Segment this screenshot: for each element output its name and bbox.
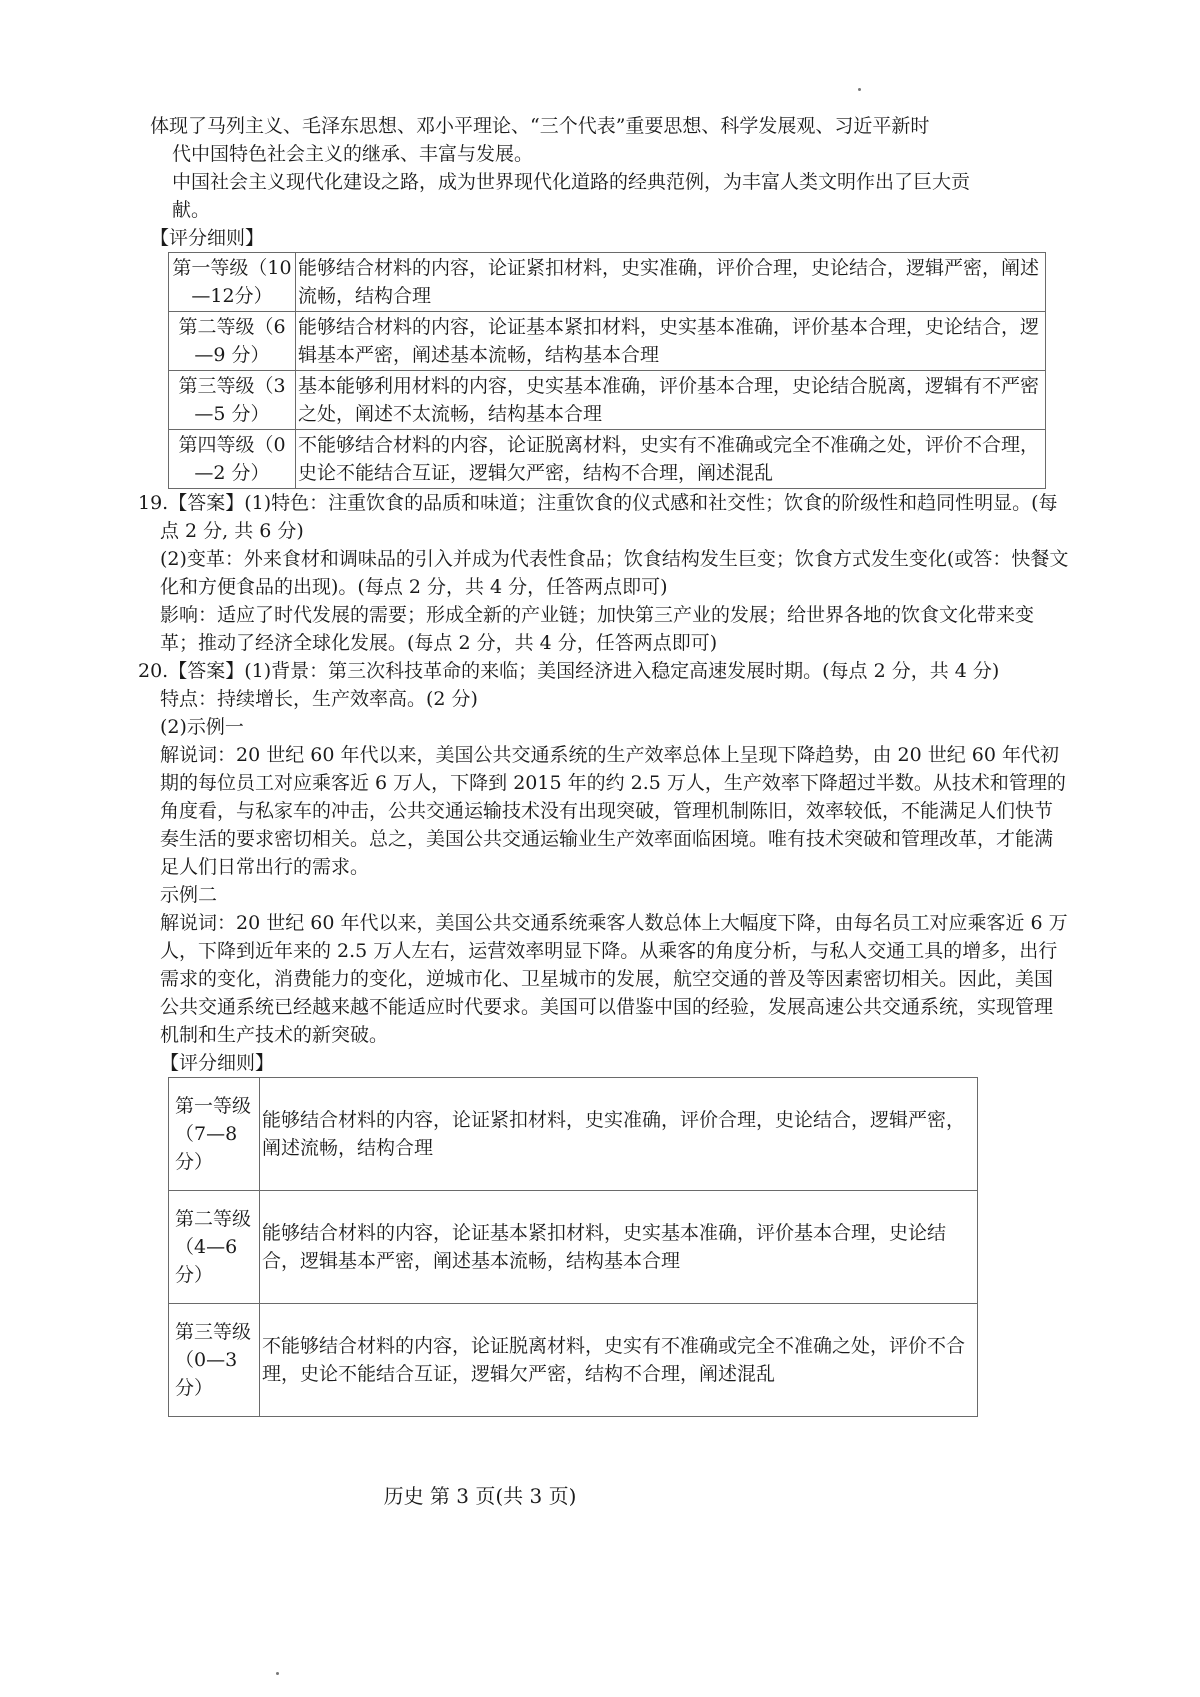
table-row (169, 1191, 978, 1304)
rubric-table-q18 (168, 252, 1046, 489)
rubric-heading: 【评分细则】 (150, 227, 265, 249)
rubric-level: 第一等级（7—8分） (169, 1078, 260, 1191)
q20-features: 特点：持续增长，生产效率高。(2 分) (160, 688, 478, 710)
q20-answer-part1: 20.【答案】(1)背景：第三次科技革命的来临；美国经济进入稳定高速发展时期。(每点 2 分，共 4 分) (138, 660, 1000, 682)
rubric-level: 第一等级（10—12分） (169, 253, 296, 312)
scan-speck (276, 1672, 279, 1675)
rubric-description: 能够结合材料的内容，论证紧扣材料，史实准确，评价合理，史论结合，逻辑严密，阐述流畅，结构合理 (296, 253, 1046, 312)
table-row (169, 430, 1046, 489)
page-footer: 历史 第 3 页(共 3 页) (383, 1484, 577, 1508)
rubric-description: 不能够结合材料的内容，论证脱离材料，史实有不准确或完全不准确之处，评价不合理，史论不能结合互证，逻辑欠严密，结构不合理，阐述混乱 (260, 1304, 978, 1417)
intro-conclusion: 中国社会主义现代化建设之路，成为世界现代化道路的经典范例，为丰富人类文明作出了巨大贡献。 (172, 171, 971, 221)
q20-example1-text: 解说词：20 世纪 60 年代以来，美国公共交通系统的生产效率总体上呈现下降趋势，由 20 世纪 60 年代初期的每位员工对应乘客近 6 万人，下降到 2015 年的约 2.5 万人，生产效率下降超过半数。从技术和管理的角度看，与私家车的冲击，公共交通运输技术没有出现突破，管理机制陈旧，效率较低，不能满足人们快节奏生活的要求密切相关。总之，美国公共交通运输业生产效率面临困境。唯有技术突破和管理改革，才能满足人们日常出行的需求。 (160, 744, 1066, 878)
rubric-level: 第三等级（3—5 分） (169, 371, 296, 430)
intro-line: 体现了马列主义、毛泽东思想、邓小平理论、“三个代表”重要思想、科学发展观、习近平新时 (150, 115, 930, 137)
rubric-table-q20 (168, 1077, 978, 1417)
q19-answer-part2: (2)变革：外来食材和调味品的引入并成为代表性食品；饮食结构发生巨变；饮食方式发生变化(或答：快餐文化和方便食品的出现)。(每点 2 分，共 4 分，任答两点即可) (160, 548, 1069, 598)
intro-line: 代中国特色社会主义的继承、丰富与发展。 (172, 143, 534, 165)
table-row (169, 1078, 978, 1191)
rubric-description: 基本能够利用材料的内容，史实基本准确，评价基本合理，史论结合脱离，逻辑有不严密之处，阐述不太流畅，结构基本合理 (296, 371, 1046, 430)
q20-example2-label: 示例二 (160, 884, 218, 906)
rubric-level: 第二等级（6—9 分） (169, 312, 296, 371)
rubric-description: 能够结合材料的内容，论证基本紧扣材料，史实基本准确，评价基本合理，史论结合，逻辑基本严密，阐述基本流畅，结构基本合理 (260, 1191, 978, 1304)
q20-example2-text: 解说词：20 世纪 60 年代以来，美国公共交通系统乘客人数总体上大幅度下降，由每名员工对应乘客近 6 万人，下降到近年来的 2.5 万人左右，运营效率明显下降。从乘客的角度分析，与私人交通工具的增多，出行需求的变化，消费能力的变化，逆城市化、卫星城市的发展，航空交通的普及等因素密切相关。因此，美国公共交通系统已经越来越不能适应时代要求。美国可以借鉴中国的经验，发展高速公共交通系统，实现管理机制和生产技术的新突破。 (160, 912, 1068, 1046)
rubric-description: 能够结合材料的内容，论证基本紧扣材料，史实基本准确，评价基本合理，史论结合，逻辑基本严密，阐述基本流畅，结构基本合理 (296, 312, 1046, 371)
table-row (169, 312, 1046, 371)
scan-speck (858, 88, 861, 91)
rubric-heading: 【评分细则】 (160, 1052, 275, 1074)
rubric-level: 第三等级（0—3分） (169, 1304, 260, 1417)
page-content (138, 112, 1070, 1417)
q19-answer-part1: 19.【答案】(1)特色：注重饮食的品质和味道；注重饮食的仪式感和社交性；饮食的阶级性和趋同性明显。(每点 2 分, 共 6 分) (138, 492, 1058, 542)
rubric-description: 能够结合材料的内容，论证紧扣材料，史实准确，评价合理，史论结合，逻辑严密，阐述流畅，结构合理 (260, 1078, 978, 1191)
rubric-level: 第四等级（0—2 分） (169, 430, 296, 489)
table-row (169, 1304, 978, 1417)
q20-example1-label: (2)示例一 (160, 716, 244, 738)
table-row (169, 371, 1046, 430)
table-row (169, 253, 1046, 312)
rubric-description: 不能够结合材料的内容，论证脱离材料，史实有不准确或完全不准确之处，评价不合理，史论不能结合互证，逻辑欠严密，结构不合理，阐述混乱 (296, 430, 1046, 489)
q19-answer-impact: 影响：适应了时代发展的需要；形成全新的产业链；加快第三产业的发展；给世界各地的饮食文化带来变革；推动了经济全球化发展。(每点 2 分，共 4 分，任答两点即可) (160, 604, 1035, 654)
rubric-level: 第二等级（4—6分） (169, 1191, 260, 1304)
